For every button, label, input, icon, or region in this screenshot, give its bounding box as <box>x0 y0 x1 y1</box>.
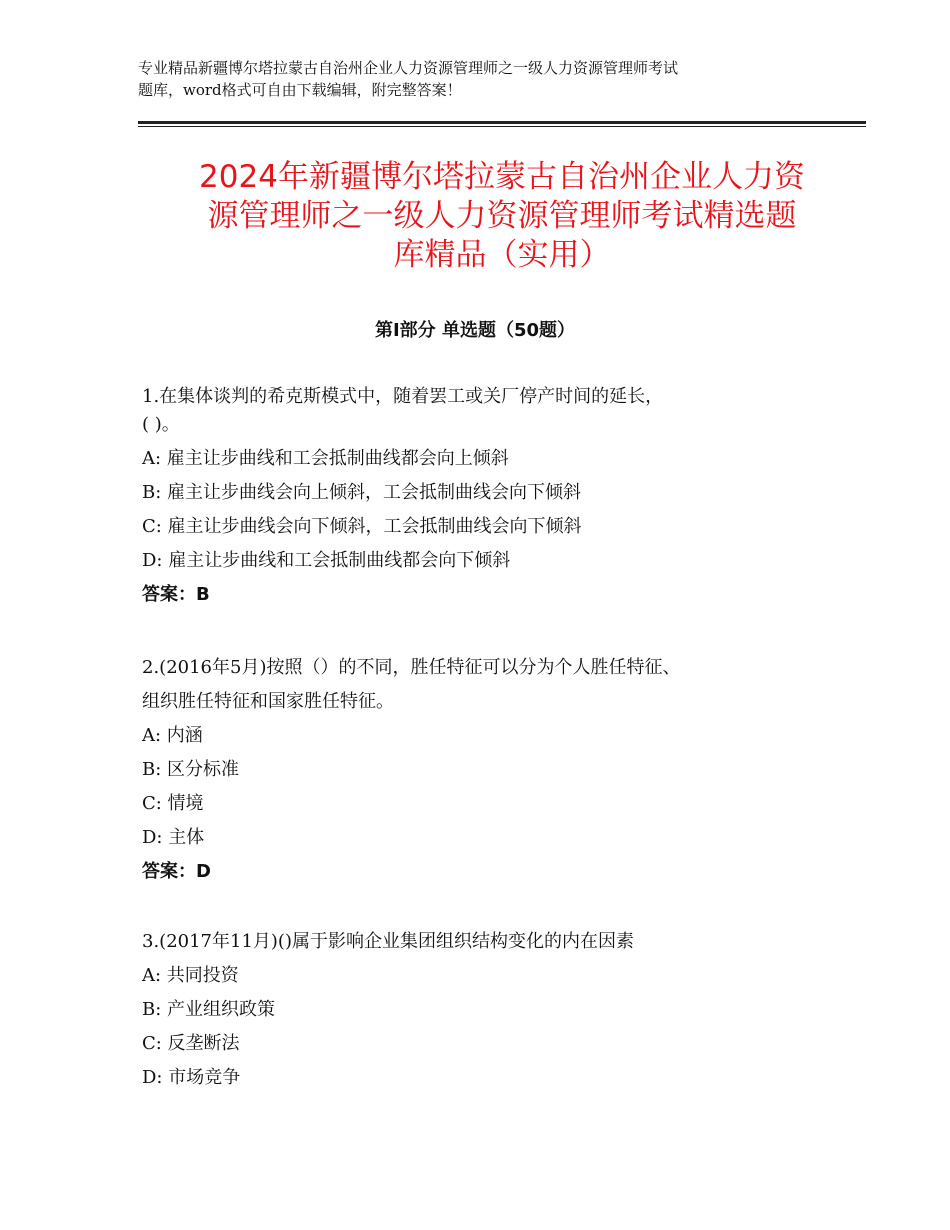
option-a: A: 内涵 <box>142 725 203 746</box>
header-line-2: 题库，word格式可自由下载编辑，附完整答案！ <box>138 81 462 99</box>
option-b: B: 区分标准 <box>142 759 240 780</box>
option-a: A: 共同投资 <box>142 965 239 986</box>
question-1 <box>142 380 822 612</box>
answer-label: 答案：D <box>142 861 211 882</box>
option-b: B: 产业组织政策 <box>142 999 276 1020</box>
question-2 <box>142 651 822 889</box>
section-heading: 第Ⅰ部分 单选题（50题） <box>374 320 575 341</box>
document-title <box>138 158 866 275</box>
question-stem-line: 3.(2017年11月)()属于影响企业集团组织结构变化的内在因素 <box>142 931 634 952</box>
option-d: D: 雇主让步曲线和工会抵制曲线都会向下倾斜 <box>142 550 511 571</box>
option-c: C: 情境 <box>142 793 204 814</box>
question-stem-line: 组织胜任特征和国家胜任特征。 <box>142 691 394 712</box>
page-header <box>138 57 818 101</box>
header-rule-thin <box>138 126 866 127</box>
title-line-3: 库精品（实用） <box>393 237 611 273</box>
header-rule-thick <box>138 121 866 124</box>
question-stem-line: 1.在集体谈判的希克斯模式中，随着罢工或关厂停产时间的延长， <box>142 386 664 407</box>
option-a: A: 雇主让步曲线和工会抵制曲线都会向上倾斜 <box>142 448 509 469</box>
title-line-2: 源管理师之一级人力资源管理师考试精选题 <box>207 198 797 234</box>
question-stem-line: ( )。 <box>142 414 180 435</box>
option-d: D: 主体 <box>142 827 205 848</box>
question-stem-line: 2.(2016年5月)按照（）的不同，胜任特征可以分为个人胜任特征、 <box>142 657 681 678</box>
title-line-1: 2024年新疆博尔塔拉蒙古自治州企业人力资 <box>199 159 805 195</box>
option-c: C: 反垄断法 <box>142 1033 240 1054</box>
option-b: B: 雇主让步曲线会向上倾斜，工会抵制曲线会向下倾斜 <box>142 482 582 503</box>
option-d: D: 市场竞争 <box>142 1067 241 1088</box>
header-line-1: 专业精品新疆博尔塔拉蒙古自治州企业人力资源管理师之一级人力资源管理师考试 <box>138 59 679 77</box>
question-3 <box>142 925 822 1095</box>
answer-label: 答案：B <box>142 584 210 605</box>
option-c: C: 雇主让步曲线会向下倾斜，工会抵制曲线会向下倾斜 <box>142 516 582 537</box>
